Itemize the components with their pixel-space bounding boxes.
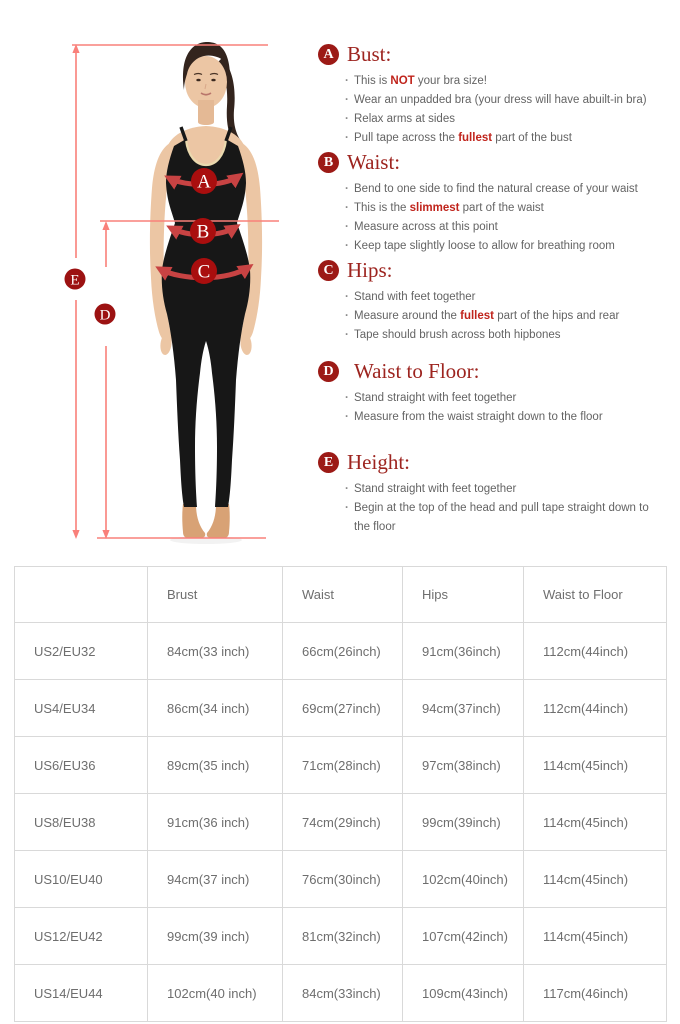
bullet-item: · Measure across at this point <box>345 218 667 237</box>
table-row <box>15 794 667 851</box>
table-row <box>15 965 667 1022</box>
table-row <box>15 908 667 965</box>
table-header-row <box>15 567 667 623</box>
bullet-item: · This is NOT your bra size! <box>345 72 667 91</box>
waist-to-floor-cell: 114cm(45inch) <box>524 908 667 965</box>
hips-cell: 91cm(36inch) <box>403 623 524 680</box>
col-header-size <box>15 567 148 623</box>
hips-letter: C <box>197 261 211 283</box>
hips-cell: 102cm(40inch) <box>403 851 524 908</box>
col-header-waist: Waist <box>283 567 403 623</box>
bullet-item: · Bend to one side to find the natural crease of your waist <box>345 180 667 199</box>
waist-cell: 71cm(28inch) <box>283 737 403 794</box>
model-figure <box>150 42 262 544</box>
hips-cell: 97cm(38inch) <box>403 737 524 794</box>
table-row <box>15 737 667 794</box>
size-cell: US14/EU44 <box>15 965 148 1022</box>
waist-cell: 74cm(29inch) <box>283 794 403 851</box>
section-header <box>318 152 672 173</box>
size-cell: US4/EU34 <box>15 680 148 737</box>
section-letter-badge <box>318 260 339 281</box>
col-header-hips: Hips <box>403 567 524 623</box>
section-header <box>318 44 672 65</box>
col-header-bust: Brust <box>148 567 283 623</box>
bullet-item: · Stand straight with feet together <box>345 480 667 499</box>
waist-to-floor-cell: 117cm(46inch) <box>524 965 667 1022</box>
measurement-diagram <box>0 0 320 560</box>
camisole-leggings <box>162 139 251 507</box>
bullet-item: · Stand straight with feet together <box>345 389 667 408</box>
waist-to-floor-cell: 114cm(45inch) <box>524 737 667 794</box>
size-chart-table <box>14 566 667 1022</box>
waist-letter: B <box>196 221 210 243</box>
bullet-item: · Begin at the top of the head and pull tape straight down to the floor <box>345 499 667 537</box>
section-letter: D <box>323 363 334 379</box>
section-header <box>318 361 672 382</box>
size-cell: US2/EU32 <box>15 623 148 680</box>
section-letter: A <box>323 46 334 62</box>
section-bullets <box>318 288 667 345</box>
section-letter: E <box>323 454 334 470</box>
section-height <box>318 452 672 537</box>
section-bullets <box>318 389 667 427</box>
bust-cell: 84cm(33 inch) <box>148 623 283 680</box>
hips-cell: 107cm(42inch) <box>403 908 524 965</box>
section-hips <box>318 260 672 345</box>
size-cell: US6/EU36 <box>15 737 148 794</box>
section-waist-to-floor <box>318 361 672 427</box>
bust-cell: 91cm(36 inch) <box>148 794 283 851</box>
right-foot <box>207 504 230 538</box>
size-cell: US12/EU42 <box>15 908 148 965</box>
waist-to-floor-cell: 112cm(44inch) <box>524 680 667 737</box>
table-row <box>15 851 667 908</box>
size-cell: US10/EU40 <box>15 851 148 908</box>
section-title: Waist: <box>347 150 401 174</box>
waist-to-floor-cell: 114cm(45inch) <box>524 794 667 851</box>
left-foot <box>182 504 205 538</box>
waist-to-floor-cell: 112cm(44inch) <box>524 623 667 680</box>
bullet-item: · Wear an unpadded bra (your dress will have abuilt-in bra) <box>345 91 667 110</box>
section-title: Waist to Floor: <box>354 359 480 383</box>
section-header <box>318 452 672 473</box>
waist-cell: 69cm(27inch) <box>283 680 403 737</box>
section-bullets <box>318 72 667 148</box>
section-letter-badge <box>318 152 339 173</box>
height-letter: E <box>70 272 80 289</box>
bust-cell: 102cm(40 inch) <box>148 965 283 1022</box>
waist-cell: 84cm(33inch) <box>283 965 403 1022</box>
bullet-item: · Tape should brush across both hipbones <box>345 326 667 345</box>
size-cell: US8/EU38 <box>15 794 148 851</box>
bust-cell: 86cm(34 inch) <box>148 680 283 737</box>
section-bust <box>318 44 672 148</box>
col-header-waist-to-floor: Waist to Floor <box>524 567 667 623</box>
hips-cell: 109cm(43inch) <box>403 965 524 1022</box>
bullet-item: · Measure from the waist straight down to the floor <box>345 408 667 427</box>
section-waist <box>318 152 672 256</box>
table-row <box>15 680 667 737</box>
instructions-column <box>318 0 672 560</box>
bust-cell: 99cm(39 inch) <box>148 908 283 965</box>
bullet-item: · Pull tape across the fullest part of the bust <box>345 129 667 148</box>
waist-cell: 66cm(26inch) <box>283 623 403 680</box>
bust-letter: A <box>197 171 211 193</box>
hips-cell: 99cm(39inch) <box>403 794 524 851</box>
section-title: Bust: <box>347 42 392 66</box>
neck <box>198 100 214 125</box>
waist-to-floor-cell: 114cm(45inch) <box>524 851 667 908</box>
waist-floor-letter: D <box>99 307 111 324</box>
section-letter: B <box>323 154 334 170</box>
section-header <box>318 260 672 281</box>
section-title: Height: <box>347 450 410 474</box>
bust-cell: 89cm(35 inch) <box>148 737 283 794</box>
section-letter: C <box>323 262 334 278</box>
hips-cell: 94cm(37inch) <box>403 680 524 737</box>
waist-cell: 81cm(32inch) <box>283 908 403 965</box>
bullet-item: · Measure around the fullest part of the hips and rear <box>345 307 667 326</box>
bullet-item: · Stand with feet together <box>345 288 667 307</box>
section-bullets <box>318 180 667 256</box>
dimension-arrowheads <box>72 44 109 539</box>
section-title: Hips: <box>347 258 393 282</box>
table-row <box>15 623 667 680</box>
section-letter-badge <box>318 452 339 473</box>
section-bullets <box>318 480 667 537</box>
bullet-item: · Relax arms at sides <box>345 110 667 129</box>
bullet-item: · Keep tape slightly loose to allow for breathing room <box>345 237 667 256</box>
section-letter-badge <box>318 44 339 65</box>
bust-cell: 94cm(37 inch) <box>148 851 283 908</box>
bullet-item: · This is the slimmest part of the waist <box>345 199 667 218</box>
section-letter-badge <box>318 361 339 382</box>
waist-cell: 76cm(30inch) <box>283 851 403 908</box>
